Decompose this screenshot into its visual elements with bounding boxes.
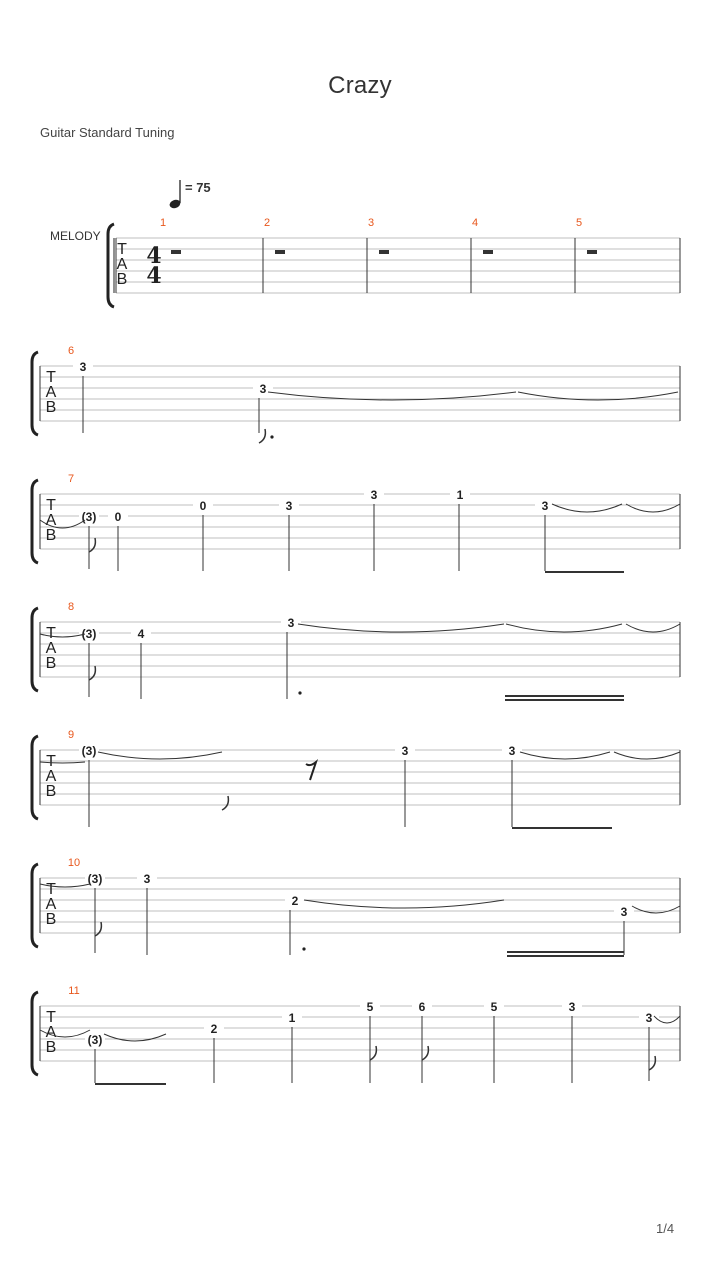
tie-curve [304,900,504,908]
system-bracket [32,864,38,947]
tie-curve [626,624,680,632]
tab-clef-letter: T [46,369,56,386]
tie-curve [298,624,504,632]
fret-number: (3) [81,744,97,758]
tab-clef-letter: T [117,241,127,258]
note-flag [422,1046,428,1060]
system-bracket [32,992,38,1075]
tab-clef-letter: T [46,1009,56,1026]
measure-number: 7 [67,473,75,485]
augmentation-dot [270,435,273,438]
fret-number: 3 [568,1000,576,1014]
tab-system-1 [108,224,680,307]
system-bracket [32,480,38,563]
time-signature-bottom: 4 [146,263,162,289]
tab-clef-letter: A [45,640,57,657]
tab-clef-letter: T [46,753,56,770]
system-bracket [32,736,38,819]
measure-number: 5 [575,217,583,229]
time-signature-top: 4 [146,243,162,269]
tie-curve [506,624,622,632]
note-flag [259,429,265,443]
fret-number: 5 [366,1000,374,1014]
tempo-marking: = 75 [185,180,211,195]
page-number: 1/4 [656,1221,675,1236]
rest-symbol [379,250,389,254]
tab-system-5 [32,736,680,827]
fret-number: (3) [81,510,97,524]
tie-curve [520,752,610,759]
fret-number: 3 [287,616,295,630]
tab-clef-letter: A [45,512,57,529]
measure-number: 10 [67,857,81,869]
rest-symbol [171,250,181,254]
fret-number: 0 [114,510,122,524]
eighth-rest-symbol [306,762,316,780]
augmentation-dot [298,691,301,694]
measure-number: 6 [67,345,75,357]
fret-number: 2 [210,1022,218,1036]
tab-clef-letter: T [46,497,56,514]
track-name-label: MELODY [50,229,101,243]
note-flag [370,1046,376,1060]
fret-number: (3) [87,872,103,886]
measure-number: 4 [471,217,479,229]
tab-clef-letter: A [45,1024,57,1041]
augmentation-dot [302,947,305,950]
rest-symbol [587,250,597,254]
tie-curve [40,762,85,763]
note-flag [89,666,95,680]
fret-number: 6 [418,1000,426,1014]
tab-system-4 [32,608,680,699]
system-bracket [108,224,114,307]
fret-number: 3 [79,360,87,374]
measure-number: 1 [159,217,167,229]
note-flag [649,1056,655,1070]
fret-number: 3 [370,488,378,502]
rest-symbol [483,250,493,254]
measure-number: 2 [263,217,271,229]
fret-number: 3 [143,872,151,886]
system-bracket [32,608,38,691]
fret-number: 3 [508,744,516,758]
song-title: Crazy [328,72,392,99]
fret-number: 5 [490,1000,498,1014]
tab-clef-letter: B [116,271,128,288]
tab-clef-letter: B [45,1039,57,1056]
fret-number: 3 [541,499,549,513]
tab-system-2 [32,352,680,435]
fret-number: 3 [259,382,267,396]
tie-curve [104,1034,166,1041]
fret-number: 3 [645,1011,653,1025]
tie-curve [632,906,680,913]
tab-clef-letter: T [46,881,56,898]
tab-clef-letter: T [46,625,56,642]
fret-number: 1 [288,1011,296,1025]
tab-clef-letter: A [116,256,128,273]
fret-number: (3) [81,627,97,641]
tab-clef-letter: B [45,783,57,800]
measure-number: 8 [67,601,75,613]
tab-clef-letter: B [45,399,57,416]
tab-clef-letter: B [45,527,57,544]
tab-system-6 [32,864,680,955]
tie-curve [98,752,222,759]
fret-number: 4 [137,627,145,641]
rest-symbol [275,250,285,254]
note-flag [89,538,95,552]
tab-clef-letter: B [45,911,57,928]
note-flag [95,922,101,936]
tab-system-3 [32,480,680,571]
measure-number: 11 [68,985,80,997]
tab-clef-letter: A [45,896,57,913]
fret-number: 3 [401,744,409,758]
fret-number: 0 [199,499,207,513]
tab-clef-letter: A [45,384,57,401]
tab-clef-letter: B [45,655,57,672]
fret-number: 2 [291,894,299,908]
fret-number: 3 [285,499,293,513]
measure-number: 3 [367,217,375,229]
measure-number: 9 [67,729,75,741]
tab-clef-letter: A [45,768,57,785]
system-bracket [32,352,38,435]
tie-curve [614,752,680,759]
fret-number: (3) [87,1033,103,1047]
fret-number: 1 [456,488,464,502]
note-flag [222,796,228,810]
tuning-label: Guitar Standard Tuning [40,125,175,140]
fret-number: 3 [620,905,628,919]
tab-system-7 [32,992,680,1083]
